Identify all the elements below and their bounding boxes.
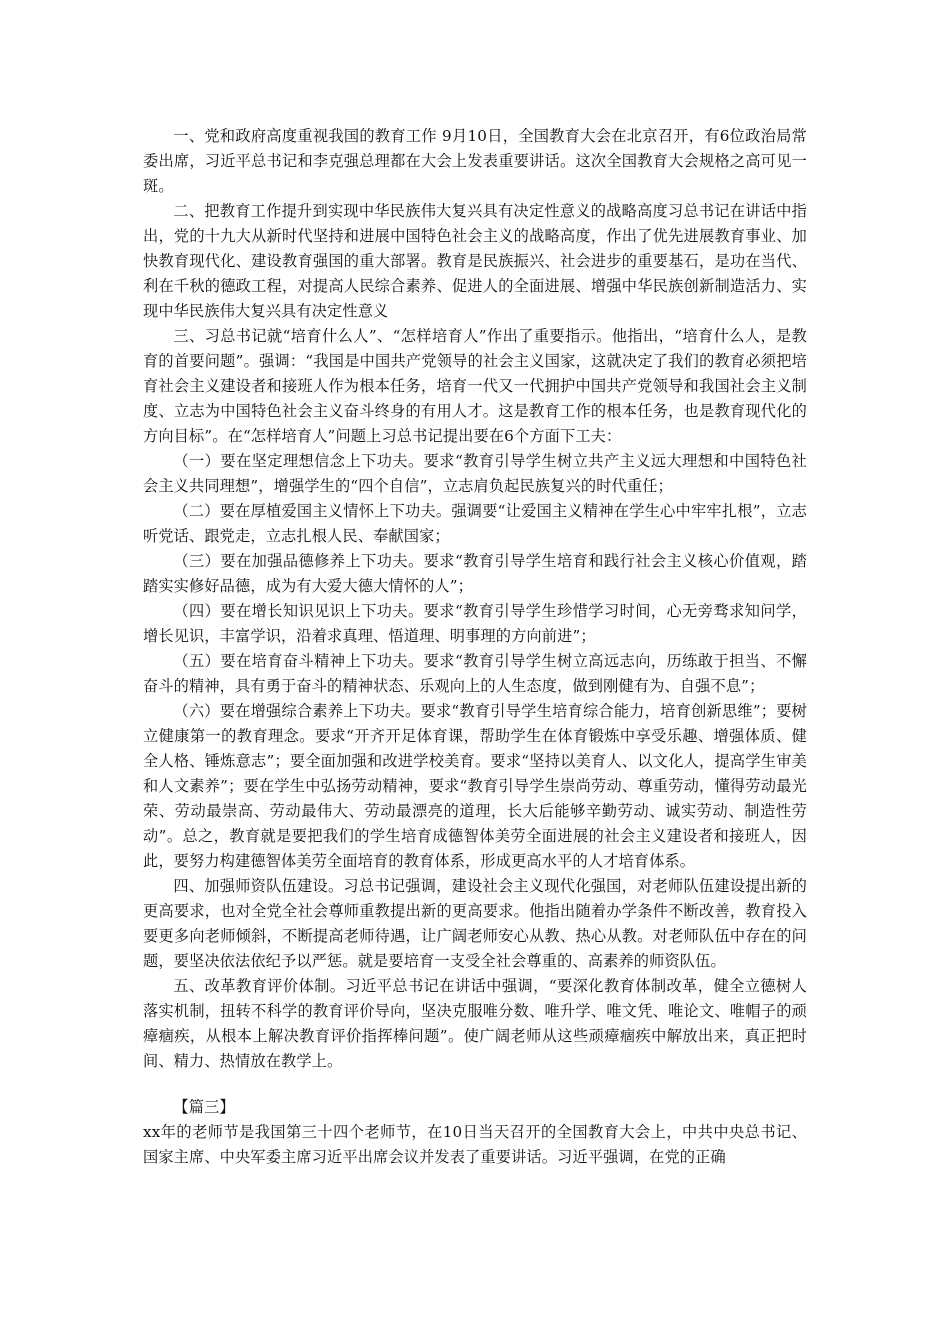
- paragraph-item-2: （二）要在厚植爱国主义情怀上下功夫。强调要“让爱国主义精神在学生心中牢牢扎根”，立志听党话、跟党走，立志扎根人民、奉献国家；: [143, 502, 807, 545]
- section-gap: [143, 1074, 807, 1095]
- paragraph-item-1: （一）要在坚定理想信念上下功夫。要求“教育引导学生树立共产主义远大理想和中国特色社会主义共同理想”，增强学生的“四个自信”，立志肩负起民族复兴的时代重任；: [143, 452, 807, 495]
- section-paragraph: xx年的老师节是我国第三十四个老师节，在10日当天召开的全国教育大会上，中共中央总书记、国家主席、中央军委主席习近平出席会议并发表了重要讲话。习近平强调，在党的正确: [143, 1123, 807, 1166]
- paragraph-item-5: （五）要在培育奋斗精神上下功夫。要求“教育引导学生树立高远志向，历练敢于担当、不懈奋斗的精神，具有勇于奋斗的精神状态、乐观向上的人生态度，做到刚健有为、自强不息”；: [143, 652, 807, 695]
- paragraph-item-3: （三）要在加强品德修养上下功夫。要求“教育引导学生培育和践行社会主义核心价值观，踏踏实实修好品德，成为有大爱大德大情怀的人”；: [143, 552, 807, 595]
- paragraph-item-4: （四）要在增长知识见识上下功夫。要求“教育引导学生珍惜学习时间，心无旁骛求知问学，增长见识，丰富学识，沿着求真理、悟道理、明事理的方向前进”；: [143, 602, 807, 645]
- paragraph-1: 一、党和政府高度重视我国的教育工作 9月10日，全国教育大会在北京召开，有6位政治局常委出席，习近平总书记和李克强总理都在大会上发表重要讲话。这次全国教育大会规格之高可见一斑。: [143, 127, 807, 195]
- paragraph-4: 四、加强师资队伍建设。习总书记强调，建设社会主义现代化强国，对老师队伍建设提出新的更高要求，也对全党全社会尊师重教提出新的更高要求。他指出随着办学条件不断改善，教育投入要更多向老师倾斜，不断提高老师待遇，让广阔老师安心从教、热心从教。对老师队伍中存在的问题，要坚决依法依纪予以严惩。就是要培育一支受全社会尊重的、高素养的师资队伍。: [143, 877, 807, 970]
- paragraph-3: 三、习总书记就“培育什么人”、“怎样培育人”作出了重要指示。他指出，“培育什么人，是教育的首要问题”。强调：“我国是中国共产党领导的社会主义国家，这就决定了我们的教育必须把培育社会主义建设者和接班人作为根本任务，培育一代又一代拥护中国共产党领导和我国社会主义制度、立志为中国特色社会主义奋斗终身的有用人才。这是教育工作的根本任务，也是教育现代化的方向目标”。在“怎样培育人”问题上习总书记提出要在6个方面下工夫：: [143, 327, 807, 445]
- section-title: 【篇三】: [173, 1098, 235, 1116]
- paragraph-item-6: （六）要在增强综合素养上下功夫。要求“教育引导学生培育综合能力，培育创新思维”；要树立健康第一的教育理念。要求“开齐开足体育课，帮助学生在体育锻炼中享受乐趣、增强体质、健全人格、锤炼意志”；要全面加强和改进学校美育。要求“坚持以美育人、以文化人，提高学生审美和人文素养”；要在学生中弘扬劳动精神，要求“教育引导学生崇尚劳动、尊重劳动，懂得劳动最光荣、劳动最崇高、劳动最伟大、劳动最漂亮的道理，长大后能够辛勤劳动、诚实劳动、制造性劳动”。总之，教育就是要把我们的学生培育成德智体美劳全面进展的社会主义建设者和接班人，因此，要努力构建德智体美劳全面培育的教育体系，形成更高水平的人才培育体系。: [143, 702, 807, 870]
- paragraph-5: 五、改革教育评价体制。习近平总书记在讲话中强调，“要深化教育体制改革，健全立德树人落实机制，扭转不科学的教育评价导向，坚决克服唯分数、唯升学、唯文凭、唯论文、唯帽子的顽瘴痼疾，从根本上解决教育评价指挥棒问题”。使广阔老师从这些顽瘴痼疾中解放出来，真正把时间、精力、热情放在教学上。: [143, 977, 807, 1070]
- paragraph-2: 二、把教育工作提升到实现中华民族伟大复兴具有决定性意义的战略高度习总书记在讲话中指出，党的十九大从新时代坚持和进展中国特色社会主义的战略高度，作出了优先进展教育事业、加快教育现代化、建设教育强国的重大部署。教育是民族振兴、社会进步的重要基石，是功在当代、利在千秋的德政工程，对提高人民综合素养、促进人的全面进展、增强中华民族创新制造活力、实现中华民族伟大复兴具有决定性意义: [143, 202, 807, 320]
- document-body: [143, 124, 807, 1170]
